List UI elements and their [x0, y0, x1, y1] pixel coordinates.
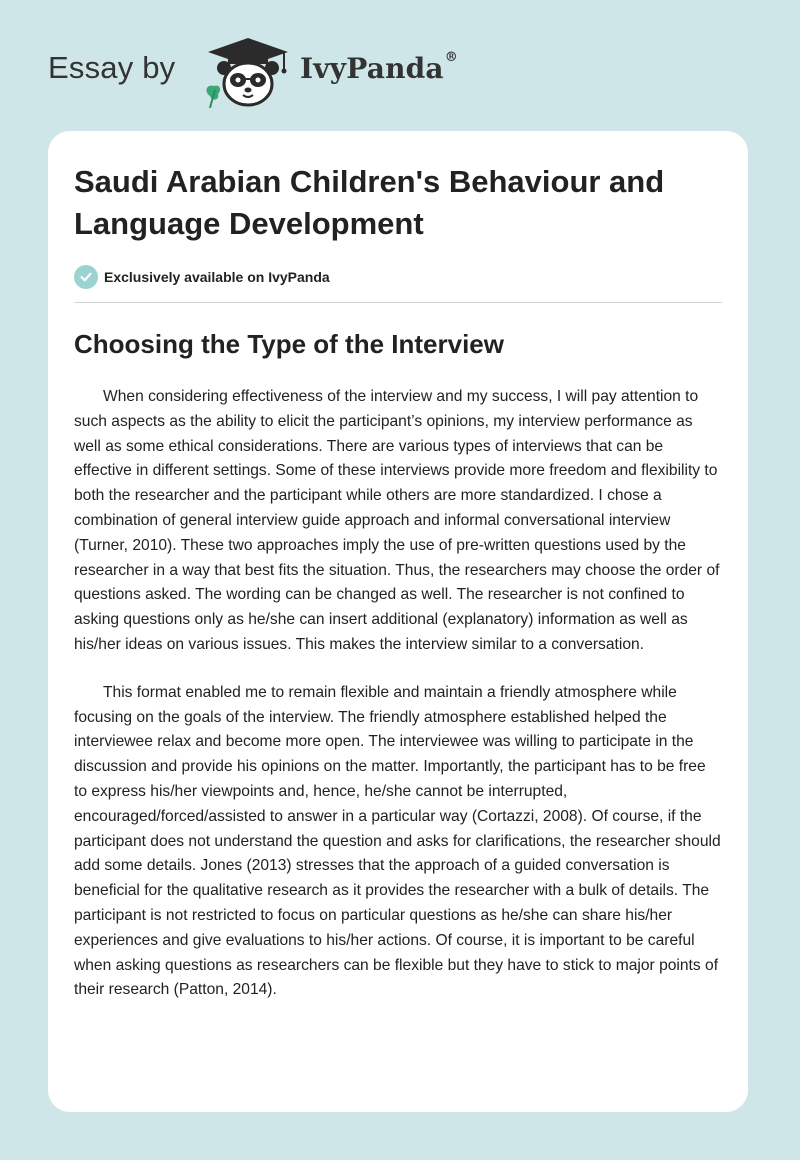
ivypanda-brand[interactable]: IvyPanda® — [300, 50, 458, 85]
essay-card — [48, 131, 748, 1112]
ivypanda-panda-logo[interactable] — [200, 36, 296, 108]
exclusive-badge-text: Exclusively available on IvyPanda — [104, 269, 330, 285]
exclusive-badge — [74, 264, 330, 290]
essay-body — [74, 385, 722, 1026]
essay-title: Saudi Arabian Children's Behaviour and Language Development — [74, 164, 665, 241]
title-divider — [74, 302, 722, 303]
section-heading: Choosing the Type of the Interview — [74, 329, 504, 359]
paragraph: When considering effectiveness of the interview and my success, I will pay attention to such aspects as the ability to elicit the participant’s opinions, my interview performance as well as some ethical considerations. There are various types of interviews that can be effective in different settings. Some of these interviews provide more freedom and flexibility to both the researcher and the participant while others are more standardized. I chose a combination of general interview guide approach and informal conversational interview (Turner, 2010). These two approaches imply the use of pre-written questions used by the researcher in a way that best fits the situation. Thus, the researchers may choose the order of questions asked. The wording can be changed as well. The researcher is not confined to asking questions only as he/she can insert additional (explanatory) information as well as his/her ideas on various issues. This makes the interview similar to a conversation. — [74, 388, 720, 653]
paragraph: This format enabled me to remain flexible and maintain a friendly atmosphere while focusing on the goals of the interview. The friendly atmosphere established helped the interviewee relax and become more open. The interviewee was willing to participate in the discussion and provide his opinions on the matter. Importantly, the participant has to be free to express his/her viewpoints and, hence, he/she cannot be interrupted, encouraged/forced/assisted to answer in a particular way (Cortazzi, 2008). Of course, if the participant does not understand the question and asks for clarifications, the researcher should add some details. Jones (2013) stresses that the approach of a guided conversation is beneficial for the qualitative research as it provides the researcher with a bulk of details. The participant is not restricted to focus on particular questions as he/she can share his/her experiences and give evaluations to his/her actions. Of course, it is important to be careful when asking questions as researchers can be flexible but they have to stick to major points of their research (Patton, 2014). — [74, 683, 721, 999]
site-header — [0, 0, 800, 130]
essay-by-label: Essay by — [48, 50, 176, 85]
check-icon — [74, 265, 98, 289]
